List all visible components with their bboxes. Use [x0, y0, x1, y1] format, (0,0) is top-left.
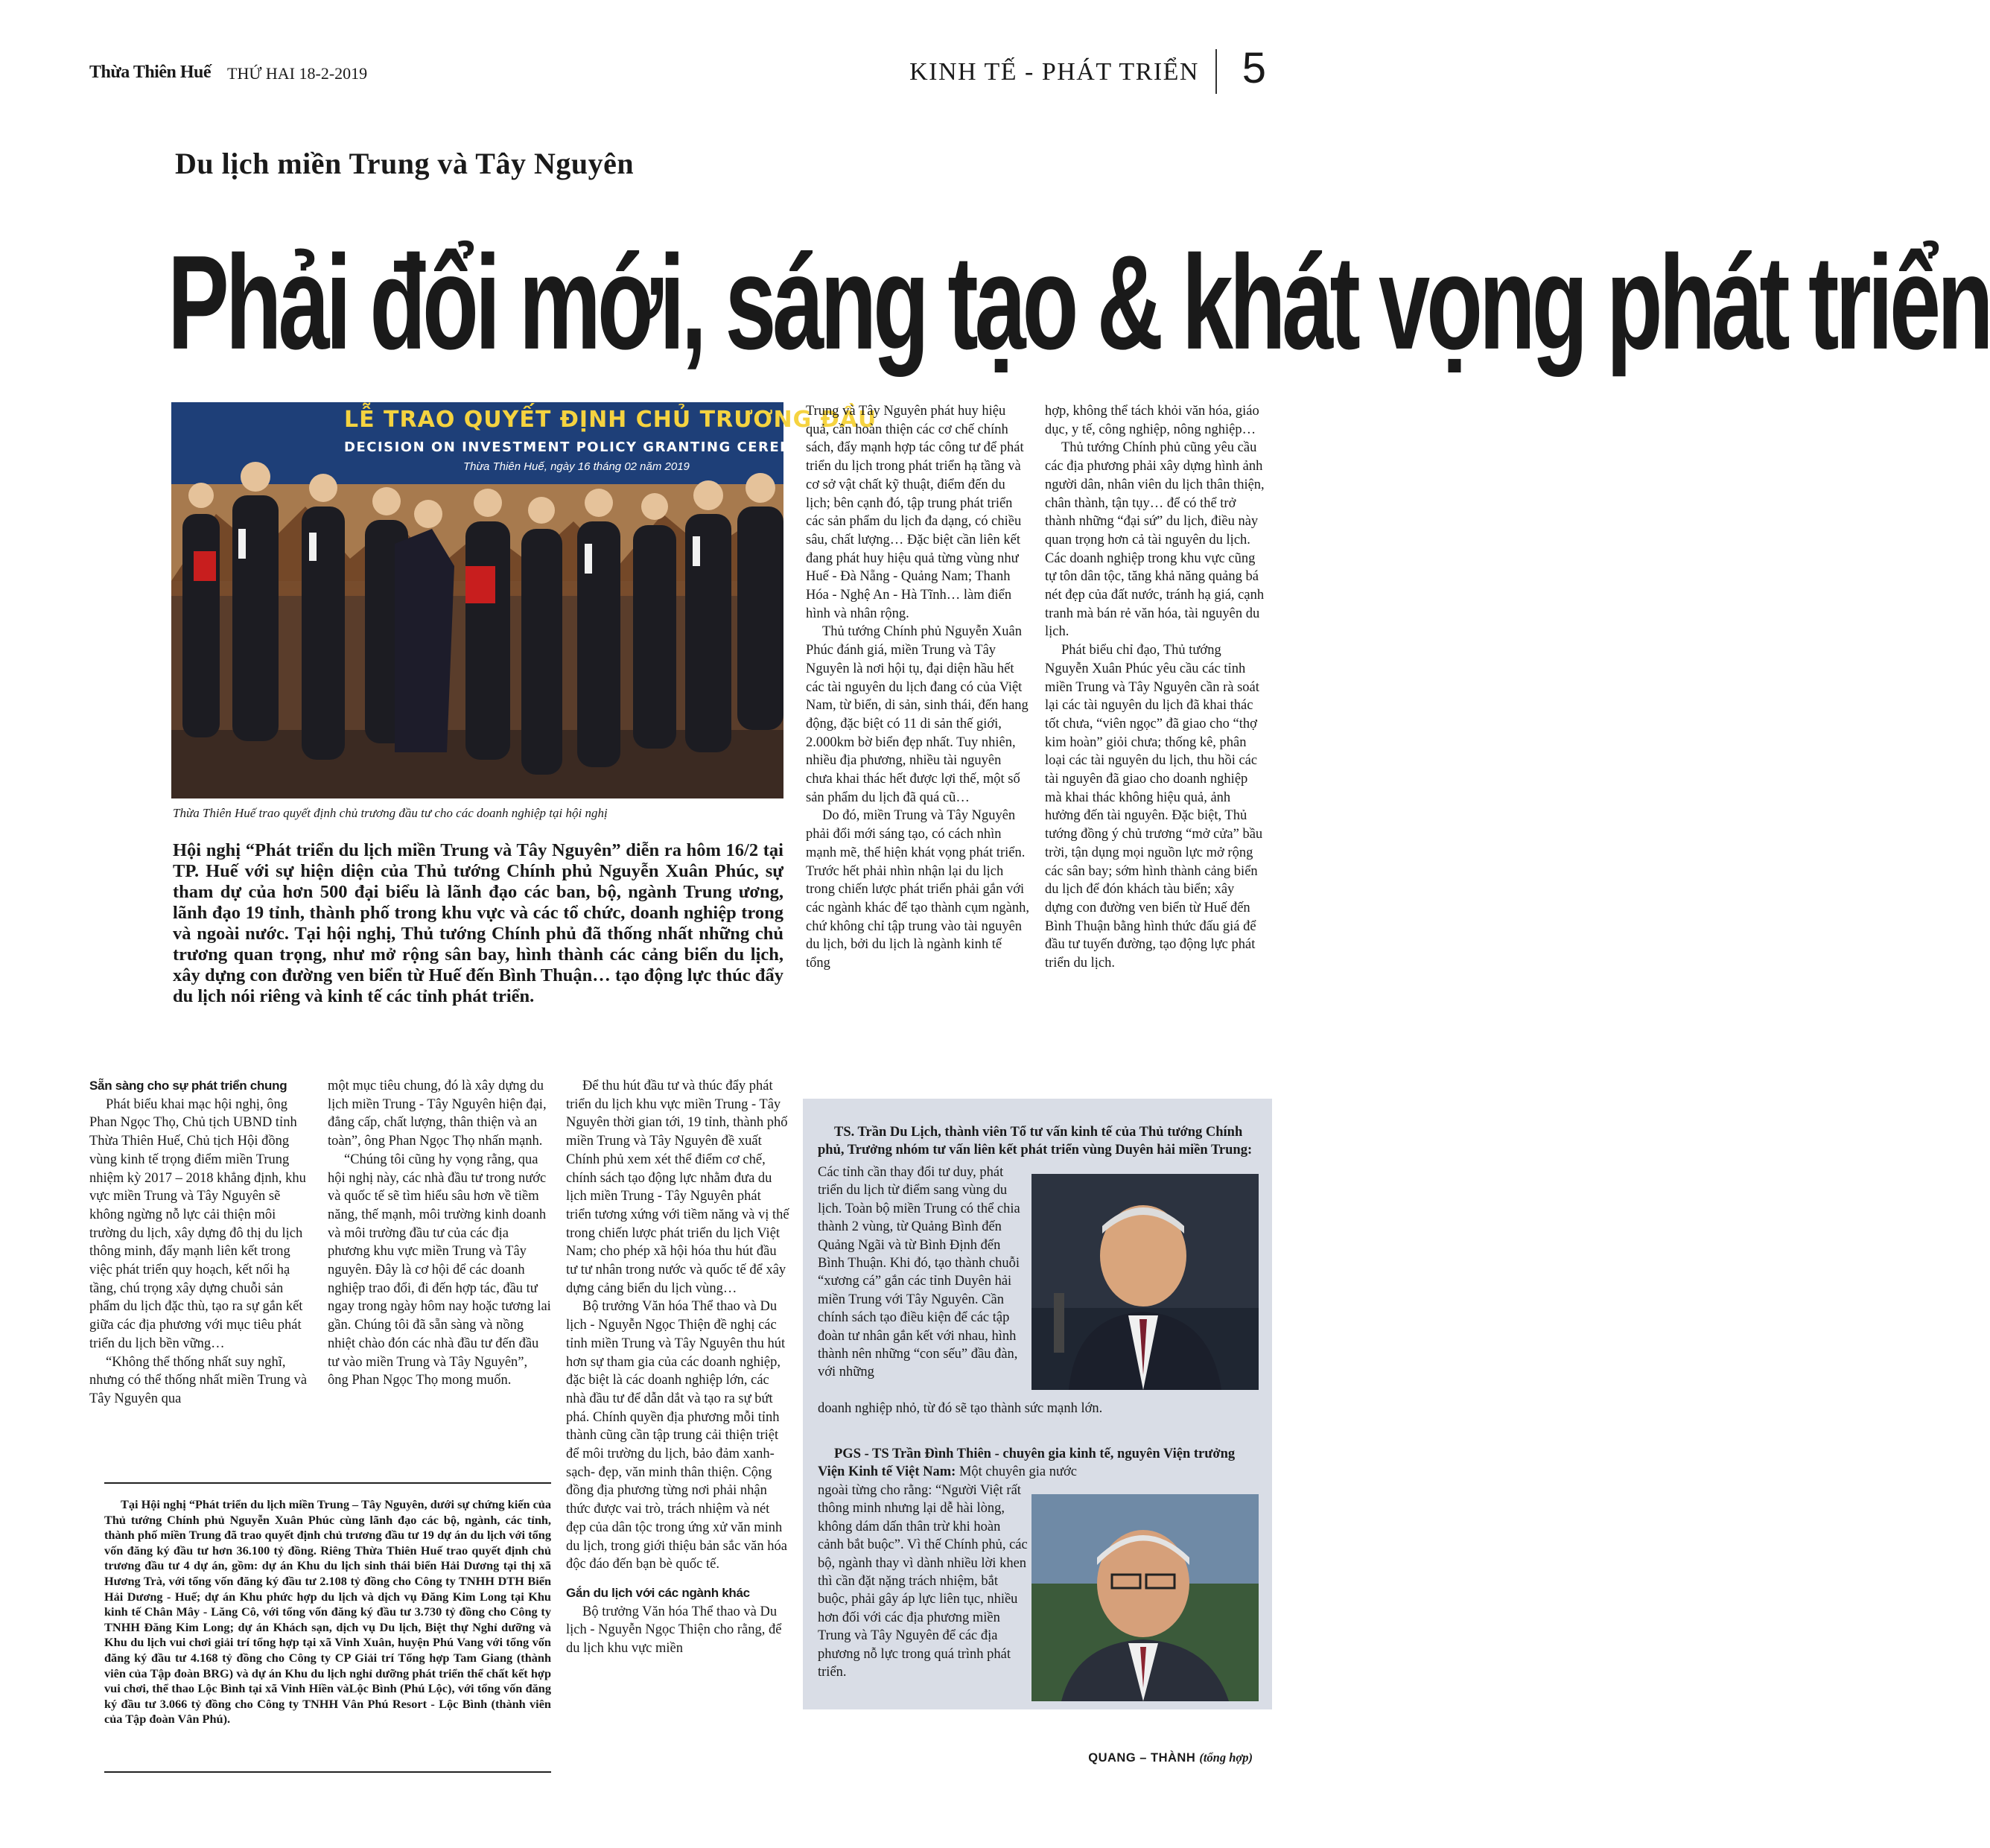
paragraph: Phát biểu chỉ đạo, Thủ tướng Nguyễn Xuân Phúc yêu cầu các tỉnh miền Trung và Tây Nguyên cần rà soát lại các tài nguyên du lịch đã khai thác tốt chưa, “viên ngọc” đã giao cho “thợ kim hoàn” giỏi chưa; thống kê, phân loại các tài nguyên du lịch, thu hồi các tài nguyên đã giao cho doanh nghiệp mà khai thác không hiệu quả, ảnh hưởng đến tài nguyên. Đặc biệt, Thủ tướng đồng ý chủ trương “mở cửa” bầu trời, tận dụng mọi nguồn lực mở rộng các sân bay; sớm hình thành cảng biển du lịch để đón khách tàu biển; xây dựng con đường ven biển từ Huế đến Bình Thuận bằng hình thức đấu giá để đầu tư tuyến đường, tạo động lực phát triển du lịch.: [1045, 643, 1263, 971]
expert-2-quote-start: Một chuyên gia nước: [959, 1464, 1077, 1480]
text-column-4: [328, 1077, 551, 1390]
portrait-illustration: [1031, 1494, 1259, 1701]
text-column-5: [566, 1077, 789, 1658]
paragraph: “Không thể thống nhất suy nghĩ, nhưng có thể thống nhất miền Trung và Tây Nguyên qua: [89, 1354, 308, 1406]
investment-note: Tại Hội nghị “Phát triển du lịch miền Trung – Tây Nguyên, dưới sự chứng kiến của Thủ tướng Chính phủ Nguyễn Xuân Phúc cùng lãnh đạo các bộ, ngành, các tỉnh, thành phố miền Trung đã trao quyết định chủ trương đầu tư 19 dự án du lịch với tổng vốn đăng ký đầu tư hơn 36.100 tỷ đồng. Riêng Thừa Thiên Huế trao quyết định chủ trương đầu tư 4 dự án, gồm: dự án Khu du lịch sinh thái biển Hải Dương tại thị xã Hương Trà, với tổng vốn đăng ký đầu tư 2.108 tỷ đồng cho Công ty TNHH DTH Biển Hải Dương - Huế; dự án Khu phức hợp du lịch và dịch vụ Đăng Kim Long tại Khu kinh tế Chân Mây - Lăng Cô, với tổng vốn đăng ký đầu tư 3.730 tỷ đồng cho Công ty TNHH Đăng Kim Long; dự án Khách sạn, dịch vụ Du lịch, Biệt thự Nghỉ dưỡng và Khu du lịch vui chơi giải trí tổng hợp tại xã Vinh Xuân, huyện Phú Vang với tổng vốn đăng ký đầu tư 4.168 tỷ đồng cho Công ty CP Giải trí Tổng hợp Tam Giang (thành viên của Tập đoàn BRG) và dự án Khu du lịch nghỉ dưỡng phát triển thể chất kết hợp vui chơi, thể thao Lộc Bình tại xã Vinh Hiền vàLộc Bình (Phú Lộc), với tổng vốn đăng ký đầu tư 3.066 tỷ đồng cho Công ty TNHH Vân Phú Resort - Lộc Bình (thành viên của Tập đoàn Vân Phú).: [104, 1497, 551, 1727]
text-column-3: [89, 1077, 311, 1409]
paragraph: Để thu hút đầu tư và thúc đẩy phát triển du lịch khu vực miền Trung - Tây Nguyên thời gian tới, 19 tỉnh, thành phố miền Trung và Tây Nguyên đề xuất Chính phủ xem xét thể điểm cơ chế, chính sách tạo động lực nhằm đưa du lịch miền Trung - Tây Nguyên phát triển tương xứng với tiềm năng và vị thế trong chiến lược phát triển du lịch Việt Nam; cho phép xã hội hóa thu hút đầu tư tư nhân trong nước và quốc tế để xây dựng cảng biển du lịch vùng…: [566, 1079, 789, 1296]
expert-2-heading: [818, 1445, 1257, 1482]
issue-date: THỨ HAI 18-2-2019: [227, 64, 368, 83]
paragraph: Do đó, miền Trung và Tây Nguyên phải đổi mới sáng tạo, có cách nhìn mạnh mẽ, thể hiện khát vọng phát triển. Trước hết phải nhìn nhận lại du lịch trong chiến lược phát triển phải gắn với các ngành khác để tạo thành cụm ngành, chứ không chỉ tập trung vào tài nguyên du lịch, bởi du lịch là ngành kinh tế tổng: [806, 808, 1029, 971]
paragraph: Trung và Tây Nguyên phát huy hiệu quả, cần hoàn thiện các cơ chế chính sách, đẩy mạnh hợp tác công tư để phát triển du lịch trong phát triển hạ tầng và cơ sở vật chất kỹ thuật, điểm đến du lịch; bên cạnh đó, tập trung phát triển các sản phẩm du lịch đa dạng, có chiều sâu, chất lượng… Đặc biệt cần liên kết đang phát huy hiệu quả từng vùng như Huế - Đà Nẵng - Quảng Nam; Thanh Hóa - Nghệ An - Hà Tĩnh… làm điển hình và nhân rộng.: [806, 404, 1024, 621]
paragraph: “Chúng tôi cũng hy vọng rằng, qua hội nghị này, các nhà đầu tư trong nước và quốc tế sẽ tìm hiểu sâu hơn về tiềm năng, thế mạnh, môi trường kinh doanh và môi trường đầu tư của các địa phương khu vực miền Trung và Tây nguyên. Đây là cơ hội để các doanh nghiệp trao đổi, đi đến hợp tác, đầu tư ngay trong ngày hôm nay hoặc tương lai gần. Chúng tôi đã sẵn sàng và nồng nhiệt chào đón các nhà đầu tư đến đầu tư vào miền Trung và Tây Nguyên”, ông Phan Ngọc Thọ mong muốn.: [328, 1152, 551, 1388]
article-headline: Phải đổi mới, sáng tạo & khát vọng phát triển: [168, 228, 1990, 378]
newspaper-brand: Thừa Thiên Huế: [89, 63, 212, 82]
lead-paragraph: Hội nghị “Phát triển du lịch miền Trung và Tây Nguyên” diễn ra hôm 16/2 tại TP. Huế với sự hiện diện của Thủ tướng Chính phủ Nguyễn Xuân Phúc, sự tham dự của hơn 500 đại biểu là lãnh đạo các ban, bộ, ngành Trung ương, lãnh đạo 19 tỉnh, thành phố trong khu vực và các tổ chức, doanh nghiệp trong và ngoài nước. Tại hội nghị, Thủ tướng Chính phủ đã thống nhất những chủ trương quan trọng, như mở rộng sân bay, hình thành các cảng biển du lịch, xây dựng con đường ven biển từ Huế đến Bình Thuận… tạo động lực thúc đẩy du lịch nói riêng và kinh tế các tỉnh phát triển.: [173, 840, 783, 1006]
photo-caption: Thừa Thiên Huế trao quyết định chủ trương đầu tư cho các doanh nghiệp tại hội nghị: [173, 806, 608, 820]
page-number: 5: [1242, 44, 1266, 92]
banner-date: Thừa Thiên Huế, ngày 16 tháng 02 năm 2019: [463, 460, 690, 473]
text-column-2: [1045, 402, 1265, 973]
box-bottom-rule: [104, 1771, 551, 1773]
text-column-1: [806, 402, 1029, 973]
paragraph: hợp, không thể tách khỏi văn hóa, giáo dục, y tế, công nghiệp, nông nghiệp…: [1045, 404, 1259, 437]
box-top-rule: [104, 1482, 551, 1484]
portrait-illustration: [1031, 1174, 1259, 1390]
paragraph: Thủ tướng Chính phủ cũng yêu cầu các địa phương phải xây dựng hình ảnh người dân, nhân viên du lịch thân thiện, chân thành, tận tụy… để có thể trở thành những “đại sứ” du lịch, điều này quan trọng hơn cả tài nguyên du lịch. Các doanh nghiệp trong khu vực cũng tự tôn dân tộc, tăng khả năng quảng bá nét đẹp của đất nước, tránh hạ giá, cạnh tranh mà bán rẻ văn hóa, tài nguyên du lịch.: [1045, 440, 1265, 640]
subhead: Sẵn sàng cho sự phát triển chung: [89, 1079, 287, 1093]
byline-authors: QUANG – THÀNH: [1088, 1751, 1196, 1765]
expert-2-name: PGS - TS Trần Đình Thiên - chuyên gia kinh tế, nguyên Viện trưởng Viện Kinh tế Việt Nam:: [818, 1447, 1236, 1480]
paragraph: Bộ trưởng Văn hóa Thể thao và Du lịch - Nguyễn Ngọc Thiện cho rằng, để du lịch khu vực miền: [566, 1604, 782, 1657]
expert-1-quote-end: doanh nghiệp nhỏ, từ đó sẽ tạo thành sức mạnh lớn.: [818, 1401, 1103, 1416]
banner-title-vi: LỄ TRAO QUYẾT ĐỊNH CHỦ TRƯƠNG ĐẦU: [344, 407, 877, 433]
subhead: Gắn du lịch với các ngành khác: [566, 1585, 750, 1600]
section-title: KINH TẾ - PHÁT TRIỂN: [909, 58, 1199, 86]
expert-2-quote: ngoài từng cho rằng: “Người Việt rất thông minh nhưng lại dễ hài lòng, không dám dấn thân trừ khi hoàn cảnh bắt buộc”. Vì thế Chính phủ, các bộ, ngành thay vì dành nhiều lời khen thì cần đặt nặng trách nhiệm, bắt buộc, phải gây áp lực liên tục, nhiều hơn đối với các địa phương miền Trung và Tây Nguyên để các địa phương nỗ lực trong quá trình phát triển.: [818, 1483, 1028, 1680]
byline: [1088, 1750, 1253, 1765]
byline-note: (tổng hợp): [1199, 1750, 1253, 1765]
masthead: [89, 44, 1266, 94]
expert-1-photo: [1031, 1174, 1259, 1390]
expert-2-photo: [1031, 1494, 1259, 1701]
paragraph: Phát biểu khai mạc hội nghị, ông Phan Ngọc Thọ, Chủ tịch UBND tỉnh Thừa Thiên Huế, Chủ tịch Hội đồng vùng kinh tế trọng điểm miền Trung nhiệm kỳ 2017 – 2018 khẳng định, khu vực miền Trung và Tây Nguyên sẽ không ngừng nỗ lực cải thiện môi trường du lịch, xây dựng đô thị du lịch thông minh, đẩy mạnh liên kết trong việc phát triển quy hoạch, kết nối hạ tầng, chú trọng xây dựng chuỗi sản phẩm du lịch đặc thù, tạo ra sự gắn kết giữa các địa phương với mục tiêu phát triển du lịch bền vững…: [89, 1096, 306, 1351]
banner-title-en: DECISION ON INVESTMENT POLICY GRANTING CEREM: [344, 439, 795, 455]
expert-1-quote: Các tỉnh cần thay đổi tư duy, phát triển du lịch từ điểm sang vùng du lịch. Toàn bộ miền Trung có thể chia thành 2 vùng, từ Quảng Bình đến Quảng Ngãi và từ Bình Định đến Bình Thuận. Khi đó, tạo thành chuỗi “xương cá” gắn các tỉnh Duyên hải miền Trung với Tây Nguyên. Cần chính sách tạo điều kiện để các tập đoàn tư nhân gắn kết với nhau, hình thành nên những “con sếu” đầu đàn, với những: [818, 1165, 1020, 1380]
paragraph: một mục tiêu chung, đó là xây dựng du lịch miền Trung - Tây Nguyên hiện đại, đẳng cấp, chất lượng, thân thiện và an toàn”, ông Phan Ngọc Thọ nhấn mạnh.: [328, 1079, 547, 1149]
masthead-divider: [1215, 49, 1217, 94]
expert-1-heading: TS. Trần Du Lịch, thành viên Tổ tư vấn kinh tế của Thủ tướng Chính phủ, Trưởng nhóm tư vấn liên kết phát triển vùng Duyên hải miền Trung:: [818, 1125, 1253, 1158]
lead-photo: [171, 402, 877, 798]
paragraph: Thủ tướng Chính phủ Nguyễn Xuân Phúc đánh giá, miền Trung và Tây Nguyên là nơi hội tụ, đại diện hầu hết các tài nguyên du lịch đang có của Việt Nam, từ biển, di sản, sinh thái, đến hang động, đặc biệt có 11 di sản thế giới, 2.000km bờ biển đẹp nhất. Tuy nhiên, nhiều địa phương, nhiều tài nguyên chưa khai thác hết được lợi thế, một số sản phẩm du lịch đã quá cũ…: [806, 624, 1029, 805]
article-kicker: Du lịch miền Trung và Tây Nguyên: [175, 147, 635, 180]
paragraph: Bộ trưởng Văn hóa Thể thao và Du lịch - Nguyễn Ngọc Thiện đề nghị các tỉnh miền Trung và Tây Nguyên thu hút hơn sự tham gia của các doanh nghiệp, đặc biệt là các doanh nghiệp lớn, các nhà đầu tư để dẫn dắt và tạo ra sự bứt phá. Chính quyền địa phương mỗi tỉnh thành cũng cần tập trung cải thiện triệt để môi trường du lịch, bảo đảm xanh- sạch- đẹp, văn minh thân thiện. Cộng đồng địa phương từng nơi phải nhận thức được vai trò, trách nhiệm và nét đẹp của dân tộc trong ứng xử văn minh du lịch, trong giới thiệu bản sắc văn hóa độc đáo đến bạn bè quốc tế.: [566, 1299, 787, 1572]
